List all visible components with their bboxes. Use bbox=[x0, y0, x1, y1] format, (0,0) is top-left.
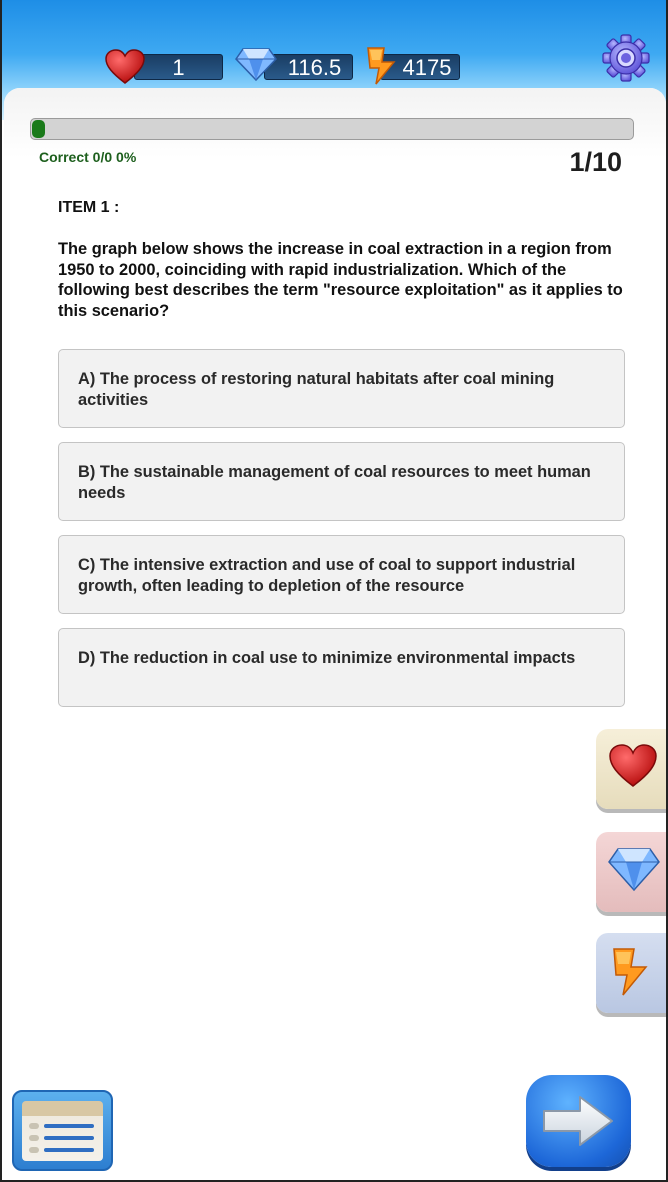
menu-dot bbox=[29, 1135, 39, 1141]
correct-score: Correct 0/0 0% bbox=[39, 149, 137, 165]
menu-dot bbox=[29, 1147, 39, 1153]
diamond-icon bbox=[235, 47, 277, 81]
menu-line bbox=[44, 1148, 94, 1152]
menu-line bbox=[44, 1136, 94, 1140]
arrow-right-icon bbox=[540, 1093, 616, 1149]
lives-counter bbox=[134, 54, 223, 80]
lives-value: 1 bbox=[172, 55, 185, 80]
heart-icon bbox=[608, 743, 658, 789]
list-menu-icon bbox=[22, 1101, 103, 1161]
option-c-button[interactable]: C) The intensive extraction and use of coal to support industrial growth, often leading to depletion of the resource bbox=[58, 535, 625, 614]
progress-fill bbox=[32, 120, 45, 138]
gem-booster-button[interactable] bbox=[596, 832, 668, 912]
item-label: ITEM 1 : bbox=[58, 199, 120, 216]
energy-booster-button[interactable] bbox=[596, 933, 668, 1013]
lightning-icon bbox=[364, 46, 398, 86]
heart-icon bbox=[104, 48, 146, 86]
diamond-icon bbox=[608, 846, 660, 892]
option-b-button[interactable]: B) The sustainable management of coal resources to meet human needs bbox=[58, 442, 625, 521]
menu-line bbox=[44, 1124, 94, 1128]
next-button[interactable] bbox=[526, 1075, 631, 1167]
energy-value: 4175 bbox=[402, 55, 452, 80]
gems-value: 116.5 bbox=[287, 55, 342, 80]
option-a-button[interactable]: A) The process of restoring natural habitats after coal mining activities bbox=[58, 349, 625, 428]
gems-counter bbox=[264, 54, 353, 80]
menu-button[interactable] bbox=[12, 1090, 113, 1171]
lightning-icon bbox=[608, 947, 652, 997]
option-d-button[interactable]: D) The reduction in coal use to minimize environmental impacts bbox=[58, 628, 625, 707]
heart-booster-button[interactable] bbox=[596, 729, 668, 809]
question-text: The graph below shows the increase in coal extraction in a region from 1950 to 2000, coinciding with rapid industrialization. Which of the following best describes the term "resource exploitation" as it applies to this scenario? bbox=[58, 240, 623, 320]
progress-bar bbox=[30, 118, 634, 140]
menu-dot bbox=[29, 1123, 39, 1129]
gear-icon[interactable] bbox=[600, 34, 652, 82]
question-counter: 1/10 bbox=[569, 147, 622, 177]
